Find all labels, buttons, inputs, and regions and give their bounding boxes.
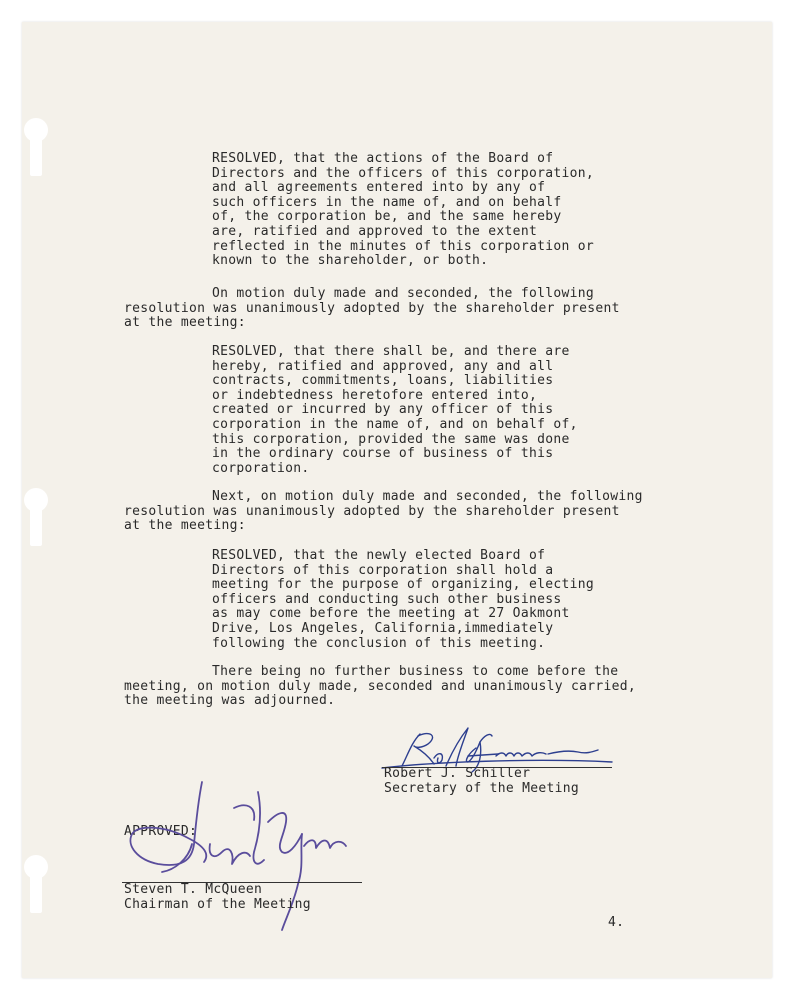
typed-line: at the meeting:	[124, 518, 246, 534]
typed-line: this corporation, provided the same was done	[212, 431, 570, 447]
typed-line: of, the corporation be, and the same hereby	[212, 209, 562, 225]
typed-line: or indebtedness heretofore entered into,	[212, 387, 538, 403]
typed-line: reflected in the minutes of this corporation or	[212, 238, 594, 254]
motion-paragraph-1	[124, 287, 620, 331]
typed-line: meeting, on motion duly made, seconded and unanimously carried,	[124, 678, 636, 694]
typed-line: resolution was unanimously adopted by the shareholder present	[124, 503, 620, 519]
typed-line: meeting for the purpose of organizing, electing	[212, 577, 594, 593]
typed-line: corporation.	[212, 460, 310, 476]
secretary-name: Robert J. Schiller	[384, 766, 531, 781]
typed-line: Directors of this corporation shall hold a	[212, 562, 554, 578]
typed-line: known to the shareholder, or both.	[212, 253, 489, 269]
typed-line: hereby, ratified and approved, any and all	[212, 358, 554, 374]
typed-line: are, ratified and approved to the extent	[212, 223, 538, 239]
typed-line: and all agreements entered into by any of	[212, 180, 546, 196]
typed-line: resolution was unanimously adopted by the shareholder present	[124, 300, 620, 316]
punch-hole	[22, 118, 50, 178]
resolution-actions-ratified	[212, 152, 594, 269]
chairman-title: Chairman of the Meeting	[124, 897, 311, 912]
typed-line: Drive, Los Angeles, California,immediately	[212, 620, 554, 636]
typed-line: Directors and the officers of this corporation,	[212, 165, 594, 181]
typed-line: created or incurred by any officer of this	[212, 402, 554, 418]
motion-paragraph-2	[124, 490, 643, 534]
typed-line: at the meeting:	[124, 315, 246, 331]
typed-line: Next, on motion duly made and seconded, the following	[212, 489, 643, 504]
resolution-board-meeting	[212, 549, 594, 651]
typed-line: On motion duly made and seconded, the following	[212, 286, 594, 301]
typed-line: RESOLVED, that the newly elected Board of	[212, 548, 546, 563]
punch-hole	[22, 488, 50, 548]
typed-line: following the conclusion of this meeting.	[212, 635, 546, 651]
typed-line: such officers in the name of, and on behalf	[212, 194, 562, 210]
typed-line: There being no further business to come before the	[212, 664, 619, 679]
adjournment-paragraph	[124, 665, 636, 709]
typed-line: officers and conducting such other business	[212, 591, 562, 607]
page-number: 4.	[608, 915, 625, 930]
typed-line: the meeting was adjourned.	[124, 693, 336, 709]
typed-line: RESOLVED, that there shall be, and there are	[212, 344, 570, 359]
typed-line: in the ordinary course of business of this	[212, 446, 554, 462]
approved-label: APPROVED:	[124, 824, 198, 839]
typed-line: contracts, commitments, loans, liabilities	[212, 373, 554, 389]
typed-line: RESOLVED, that the actions of the Board of	[212, 151, 554, 166]
chairman-name: Steven T. McQueen	[124, 882, 263, 897]
typed-line: corporation in the name of, and on behalf of,	[212, 416, 578, 432]
punch-hole	[22, 855, 50, 915]
resolution-contracts-ratified	[212, 345, 578, 476]
secretary-title: Secretary of the Meeting	[384, 781, 580, 796]
typed-line: as may come before the meeting at 27 Oakmont	[212, 606, 570, 622]
